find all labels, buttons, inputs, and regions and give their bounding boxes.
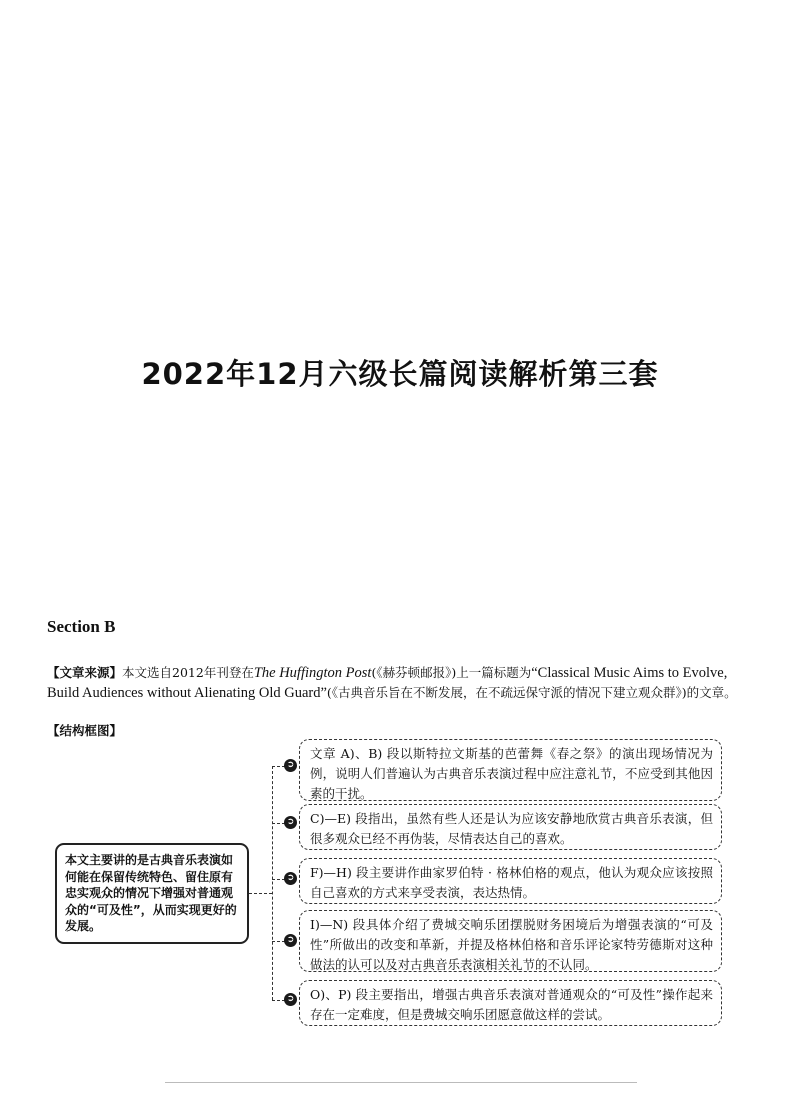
arrow-node-icon: ➲	[284, 872, 297, 885]
document-title: 2022年12月六级长篇阅读解析第三套	[141, 357, 659, 391]
arrow-node-icon: ➲	[284, 816, 297, 829]
source-headline: “Classical Music Aims to Evolve, Build Audiences without Alienating Old Guard”	[47, 665, 728, 701]
arrow-node-icon: ➲	[284, 759, 297, 772]
summary-box: 本文主要讲的是古典音乐表演如何能在保留传统特色、留住原有忠实观众的情况下增强对普通观众的“可及性”，从而实现更好的发展。	[55, 843, 249, 944]
branch-box-4: I)—N) 段具体介绍了费城交响乐团摆脱财务困境后为增强表演的“可及性”所做出的改变和革新，并提及格林伯格和音乐评论家特劳德斯对这种做法的认可以及对古典音乐表演相关礼节的不认同。	[299, 910, 722, 972]
branch-box-3: F)—H) 段主要讲作曲家罗伯特 · 格林伯格的观点，他认为观众应该按照自己喜欢的方式来享受表演，表达热情。	[299, 858, 722, 904]
framework-label: 【结构框图】	[47, 723, 123, 738]
branch-box-1: 文章 A)、B) 段以斯特拉文斯基的芭蕾舞《春之祭》的演出现场情况为例，说明人们普遍认为古典音乐表演过程中应注意礼节，不应受到其他因素的干扰。	[299, 739, 722, 801]
source-publication: The Huffington Post	[253, 665, 372, 681]
arrow-node-icon: ➲	[284, 934, 297, 947]
section-heading: Section B	[47, 617, 116, 636]
arrow-node-icon: ➲	[284, 993, 297, 1006]
source-text-3: (《古典音乐旨在不断发展，在不疏远保守派的情况下建立观众群》)的文章。	[326, 685, 737, 700]
summary-connector	[249, 893, 272, 894]
diagram-trunk	[272, 766, 273, 1000]
source-label: 【文章来源】	[47, 665, 123, 680]
article-source	[47, 663, 753, 703]
footer-rule	[165, 1082, 637, 1083]
source-text-1: 本文选自2012年刊登在	[122, 665, 254, 680]
source-text-2: (《赫芬顿邮报》)上一篇标题为	[371, 665, 532, 680]
branch-box-5: O)、P) 段主要指出，增强古典音乐表演对普通观众的“可及性”操作起来存在一定难度，但是费城交响乐团愿意做这样的尝试。	[299, 980, 722, 1026]
branch-box-2: C)—E) 段指出，虽然有些人还是认为应该安静地欣赏古典音乐表演，但很多观众已经不再伪装，尽情表达自己的喜欢。	[299, 804, 722, 850]
